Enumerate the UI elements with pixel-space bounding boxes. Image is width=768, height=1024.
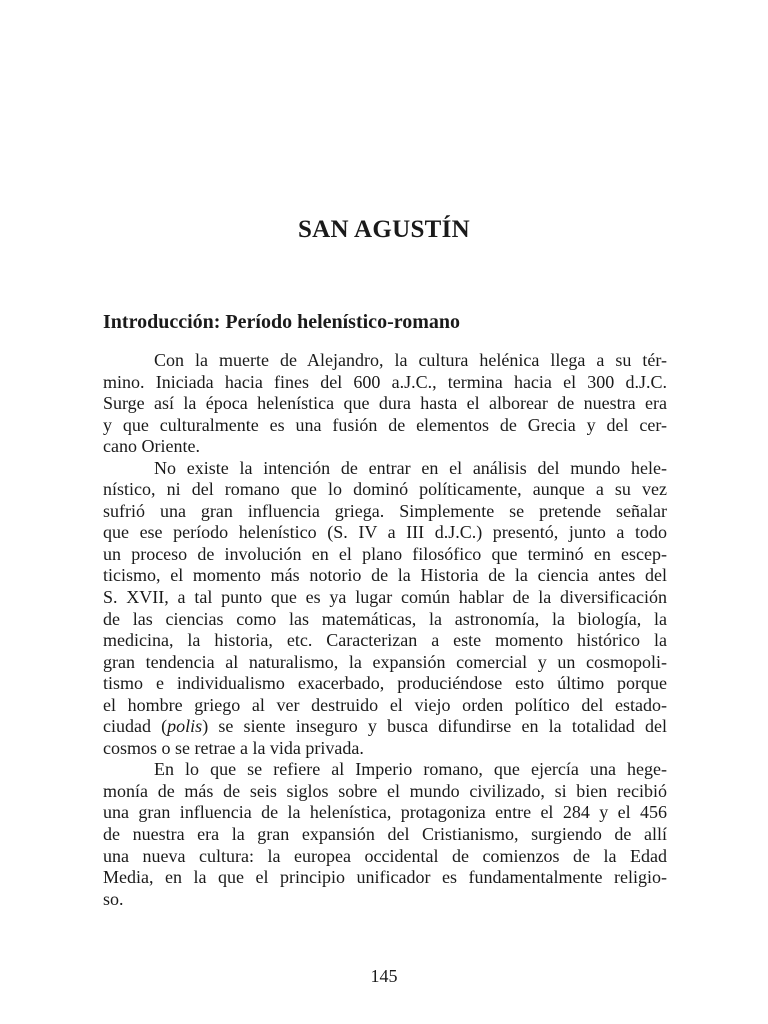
paragraph-3-line-5: una nueva cultura: la europea occidental de comienzos de la Edad: [103, 845, 667, 866]
paragraph-2-line-1: No existe la intención de entrar en el análisis del mundo hele-: [154, 457, 667, 478]
paragraph-1-line-3: Surge así la época helenística que dura hasta el alborear de nuestra era: [103, 393, 667, 414]
polis-italic-term: polis: [167, 716, 203, 737]
paragraph-1-line-2: mino. Iniciada hacia fines del 600 a.J.C., termina hacia el 300 d.J.C.: [103, 371, 667, 392]
paragraph-2-line-12: el hombre griego al ver destruido el viejo orden político del estado-: [103, 694, 667, 715]
paragraph-3-line-3: una gran influencia de la helenística, protagoniza entre el 284 y el 456: [103, 802, 667, 823]
paragraph-1-line-5: cano Oriente.: [103, 436, 200, 457]
paragraph-3-line-7: so.: [103, 888, 124, 909]
page-number: 145: [370, 966, 398, 986]
paragraph-1-line-1: Con la muerte de Alejandro, la cultura helénica llega a su tér-: [154, 350, 667, 370]
paragraph-2-line-13: [103, 716, 667, 738]
paragraph-2-line-10: gran tendencia al naturalismo, la expansión comercial y un cosmopoli-: [103, 651, 667, 672]
paragraph-3-line-2: monía de más de seis siglos sobre el mundo civilizado, si bien recibió: [103, 780, 667, 801]
paragraph-2-line-4: que ese período helenístico (S. IV a III d.J.C.) presentó, junto a todo: [103, 522, 667, 543]
paragraph-2-line-9: medicina, la historia, etc. Caracterizan a este momento histórico la: [103, 630, 667, 651]
paragraph-2-line-14: cosmos o se retrae a la vida privada.: [103, 737, 364, 758]
paragraph-2-line-2: nístico, ni del romano que lo dominó políticamente, aunque a su vez: [103, 479, 667, 500]
paragraph-3-line-6: Media, en la que el principio unificador es fundamentalmente religio-: [103, 867, 667, 888]
paragraph-3-line-1: En lo que se refiere al Imperio romano, que ejercía una hege-: [154, 759, 667, 780]
paragraph-2-line-6: ticismo, el momento más notorio de la Historia de la ciencia antes del: [103, 565, 667, 586]
paragraph-1-line-4: y que culturalmente es una fusión de elementos de Grecia y del cer-: [103, 414, 667, 435]
section-heading: Introducción: Período helenístico-romano: [103, 311, 461, 333]
paragraph-3-line-4: de nuestra era la gran expansión del Cristianismo, surgiendo de allí: [103, 824, 667, 845]
polis-line-after: ) se siente inseguro y busca difundirse en la totalidad del: [202, 716, 667, 737]
body-text: [103, 350, 667, 910]
chapter-title: SAN AGUSTÍN: [297, 216, 471, 243]
paragraph-2-line-8: de las ciencias como las matemáticas, la astronomía, la biología, la: [103, 608, 667, 629]
polis-line-before: ciudad (: [103, 716, 168, 737]
paragraph-2-line-11: tismo e individualismo exacerbado, produciéndose esto último porque: [103, 673, 667, 694]
paragraph-2-line-5: un proceso de involución en el plano filosófico que terminó en escep-: [103, 543, 667, 564]
paragraph-2-line-3: sufrió una gran influencia griega. Simplemente se pretende señalar: [103, 500, 667, 521]
paragraph-2-line-7: S. XVII, a tal punto que es ya lugar común hablar de la diversificación: [103, 587, 667, 608]
